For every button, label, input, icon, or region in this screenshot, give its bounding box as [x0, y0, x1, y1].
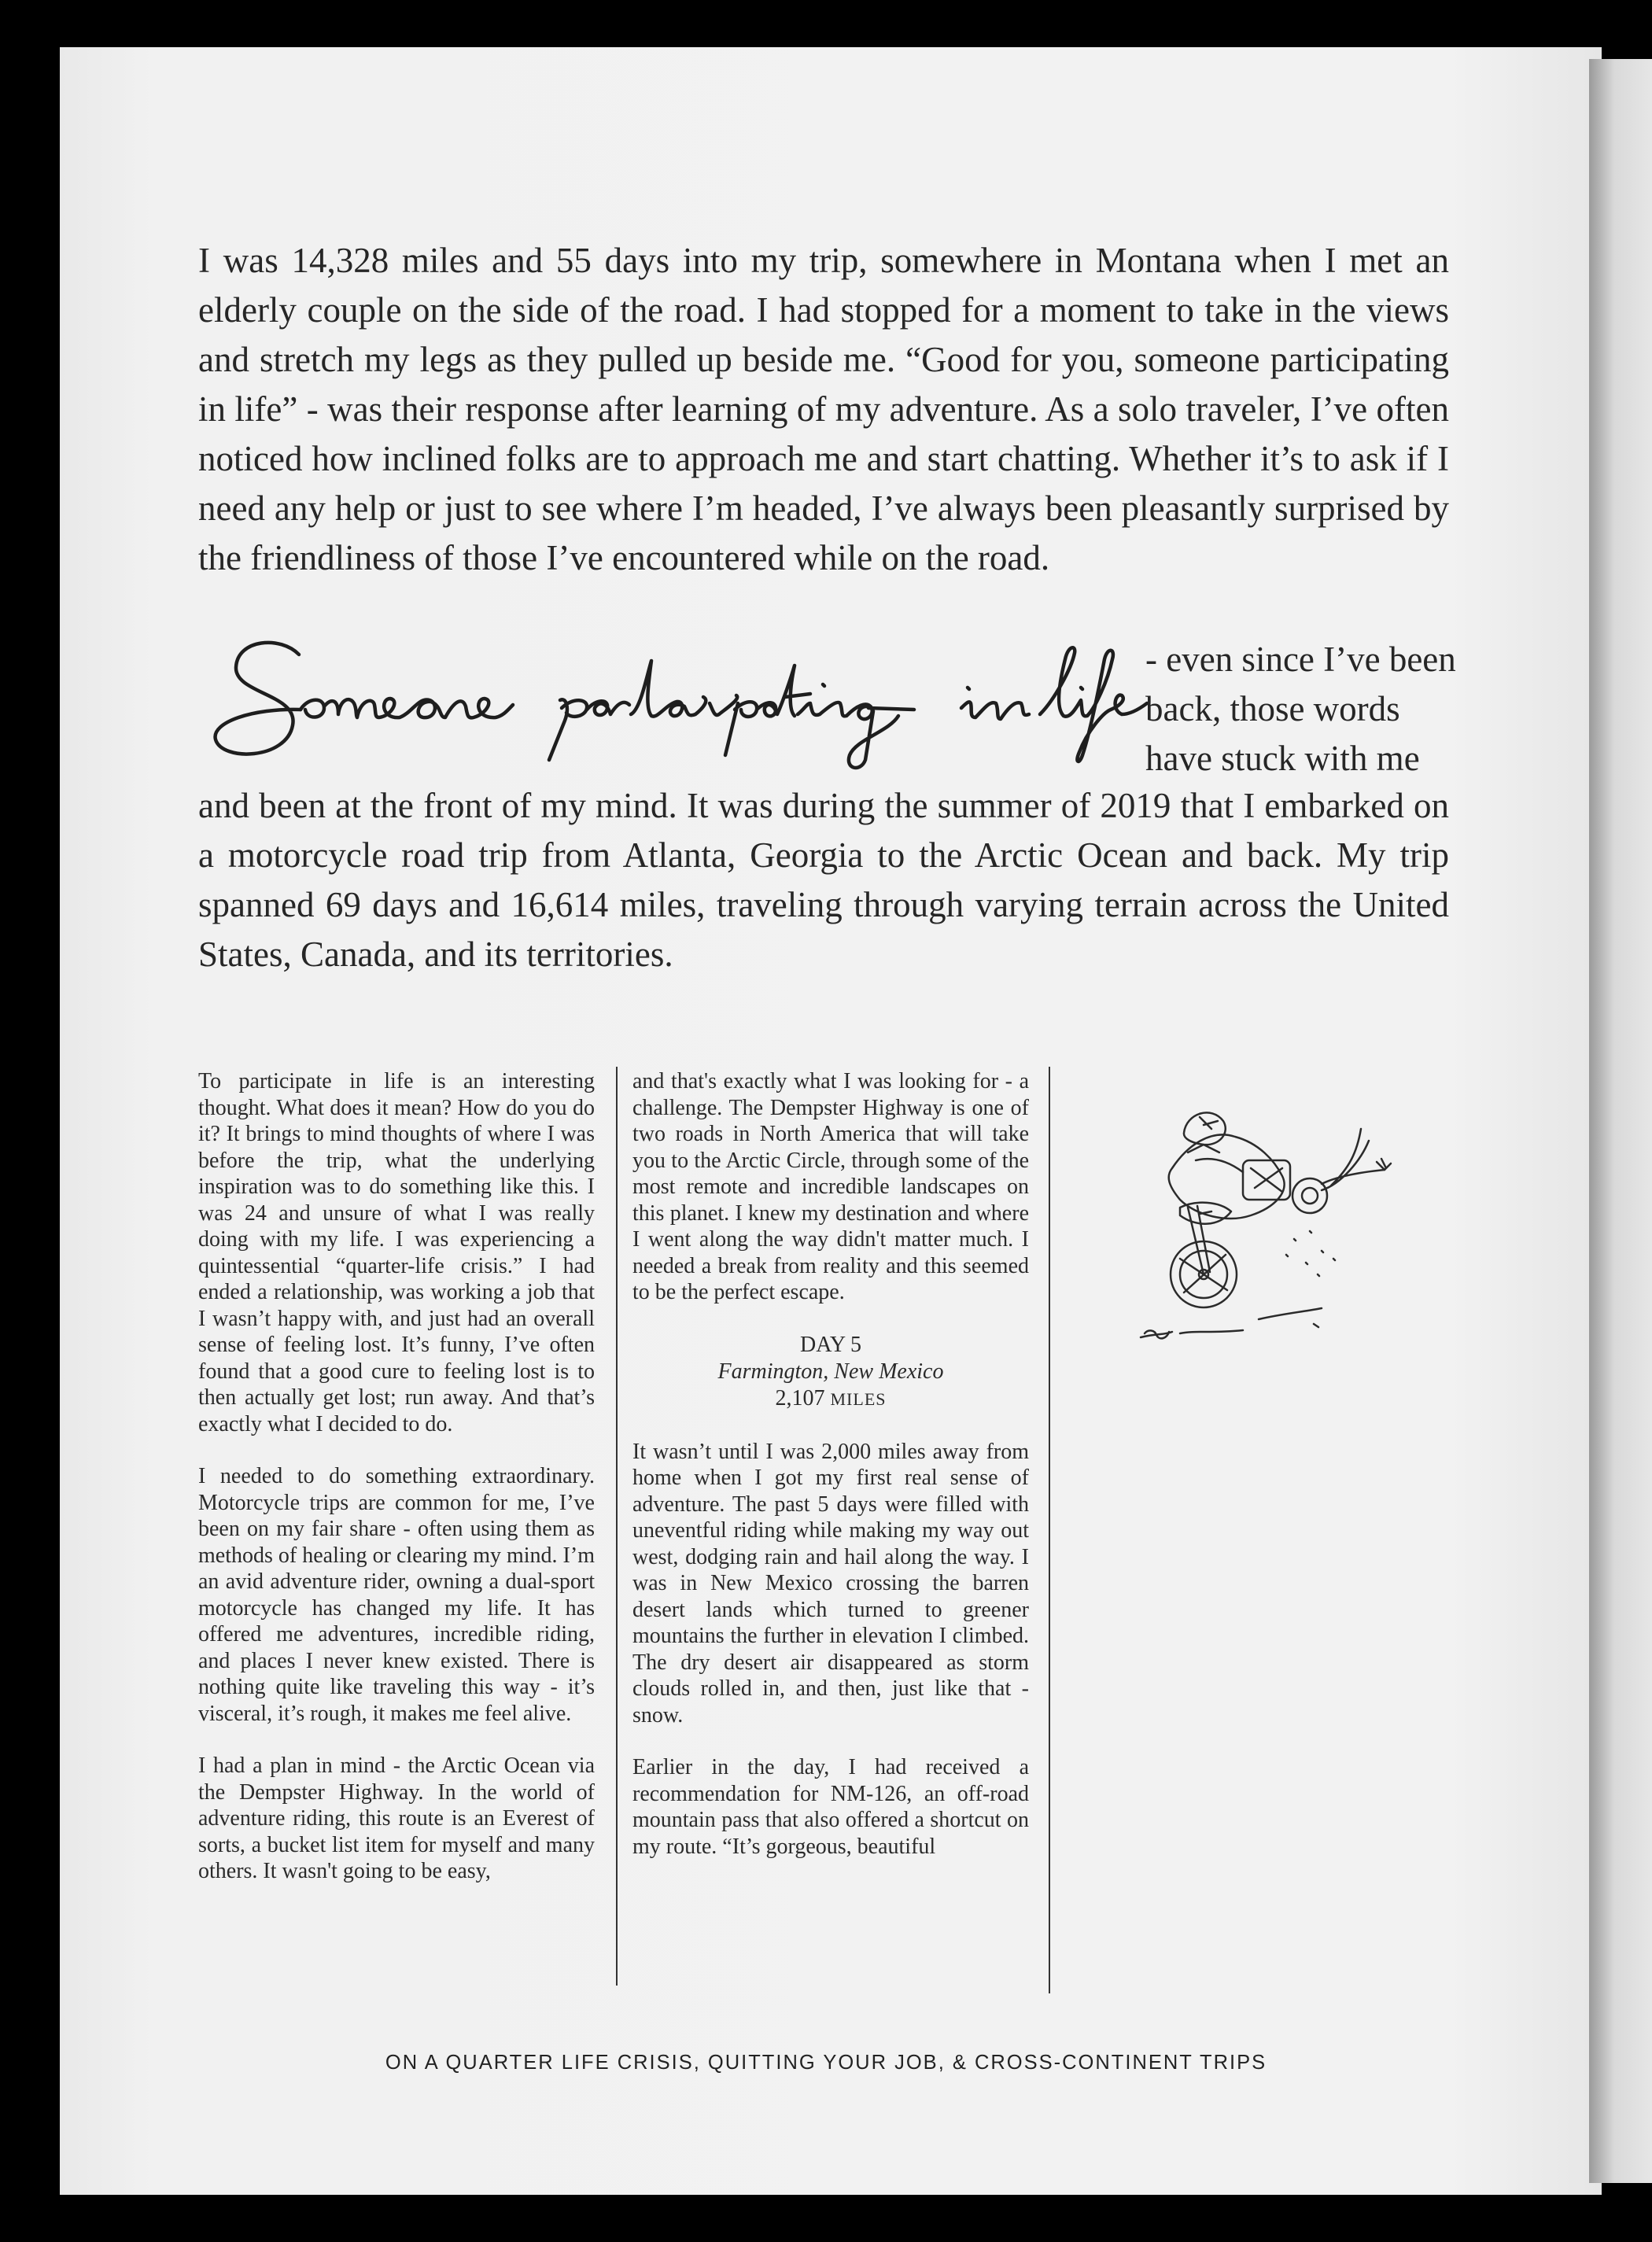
day-location: Farmington, New Mexico — [717, 1359, 944, 1384]
day-miles — [632, 1385, 1029, 1413]
pull-line-2: back, those words — [1145, 689, 1400, 728]
pull-line-3: have stuck with me — [1145, 739, 1420, 778]
motorcycle-rider-sketch-icon — [1125, 1097, 1424, 1365]
column-divider-1 — [616, 1067, 618, 1986]
handwritten-quote — [206, 621, 1150, 771]
column1-paragraph-3: I had a plan in mind - the Arctic Ocean via the Dempster Highway. In the world of adventure riding, this route is an Everest of sorts, a bucket list item for myself and many others. It wasn't going to be easy, — [198, 1753, 595, 1883]
body-column-1 — [198, 1068, 595, 1911]
column2-paragraph-2: It wasn’t until I was 2,000 miles away from home when I got my first real sense of adventure. The past 5 days were filled with uneventful riding while making my way out west, dodging rain and hail along the way. I was in New Mexico crossing the barren desert lands which turned to greener mountains the further in elevation I climbed. The dry desert air disappeared as storm clouds rolled in, and then, just like that - snow. — [632, 1439, 1029, 1728]
day-miles-unit: MILES — [830, 1388, 887, 1409]
pull-quote-continuation — [1145, 635, 1476, 784]
column-divider-2 — [1049, 1067, 1050, 1993]
body-column-2 — [632, 1068, 1029, 1886]
column2-paragraph-1: and that's exactly what I was looking for - a challenge. The Dempster Highway is one of two roads in North America that will take you to the Arctic Circle, through some of the most remote and incredible landscapes on this planet. I knew my destination and where I went along the way didn't matter much. I needed a break from reality and this seemed to be the perfect escape. — [632, 1069, 1029, 1304]
column1-paragraph-2: I needed to do something extraordinary. Motorcycle trips are common for me, I’ve been on my fair share - often using them as methods of healing or clearing my mind. I’m an avid adventure rider, owning a dual-sport motorcycle has changed my life. It has offered me adventures, incredible riding, and places I never knew existed. There is nothing quite like traveling this way - it’s visceral, it’s rough, it makes me feel alive. — [198, 1464, 595, 1726]
pull-line-1: - even since I’ve been — [1145, 640, 1456, 679]
adjacent-page-edge — [1589, 59, 1652, 2183]
column1-paragraph-1: To participate in life is an interesting thought. What does it mean? How do you do it? It brings to mind thoughts of where I was before the trip, what the underlying inspiration was to do something like this. I was 24 and unsure of what I was really doing with my life. I was experiencing a quintessential “quarter-life crisis.” I had ended a relationship, was working a job that I wasn’t happy with, and just had an overall sense of feeling lost. It’s funny, I’ve often found that a good cure to feeling lost is to then actually get lost; run away. And that’s exactly what I decided to do. — [198, 1069, 595, 1436]
day-heading: DAY 5 — [799, 1332, 862, 1357]
day-miles-number: 2,107 — [775, 1385, 825, 1410]
column2-paragraph-3: Earlier in the day, I had received a recommendation for NM-126, an off-road mountain pass that also offered a shortcut on my route. “It’s gorgeous, beautiful — [632, 1755, 1029, 1859]
intro-paragraph-2: and been at the front of my mind. It was during the summer of 2019 that I embarked on a motorcycle road trip from Atlanta, Georgia to the Arctic Ocean and back. My trip spanned 69 days and 16,614 miles, traveling through varying terrain across the United States, Canada, and its territories. — [198, 786, 1449, 974]
day-heading-block — [632, 1332, 1029, 1413]
intro-paragraph-1: I was 14,328 miles and 55 days into my trip, somewhere in Montana when I met an elderly couple on the side of the road. I had stopped for a moment to take in the views and stretch my legs as they pulled up beside me. “Good for you, someone participating in life” - was their response after learning of my adventure. As a solo traveler, I’ve often noticed how inclined folks are to approach me and start chatting. Whether it’s to ask if I need any help or just to see where I’m headed, I’ve always been pleasantly surprised by the friendliness of those I’ve encountered while on the road. — [198, 241, 1449, 577]
running-footer-title: ON A QUARTER LIFE CRISIS, QUITTING YOUR JOB, & CROSS-CONTINENT TRIPS — [385, 2052, 1267, 2074]
